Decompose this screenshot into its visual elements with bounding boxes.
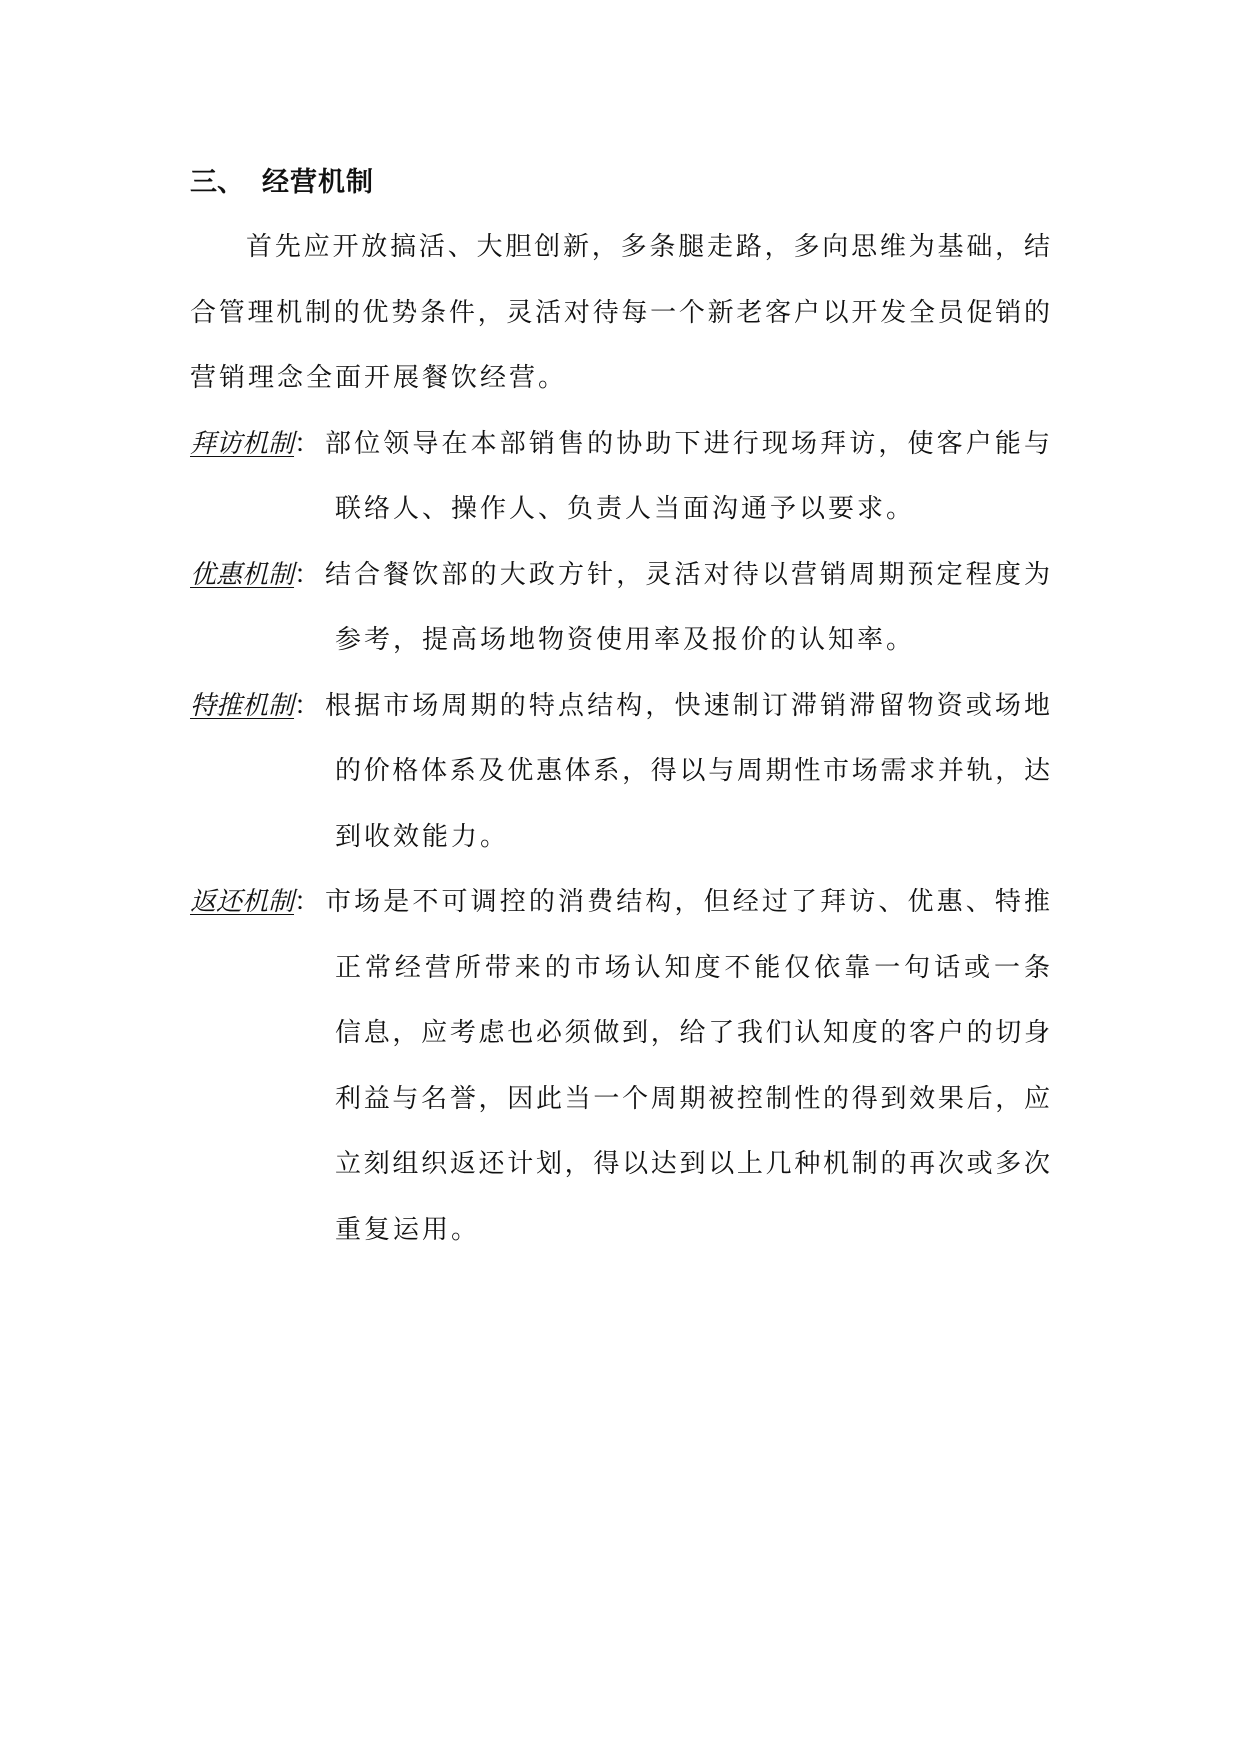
mechanism-line: 利益与名誉，因此当一个周期被控制性的得到效果后，应 [335,1083,1050,1114]
section-heading-number: 三、 [190,167,244,198]
mechanism-item [190,412,1050,478]
mechanism-line: 到收效能力。 [335,821,510,852]
mechanism-line: 参考，提高场地物资使用率及报价的认知率。 [335,625,916,655]
mechanism-line: 重复运用。 [335,1214,481,1245]
mechanism-line: 的价格体系及优惠体系，得以与周期性市场需求并轨，达 [335,756,1050,786]
mechanism-line: 信息，应考虑也必须做到，给了我们认知度的客户的切身 [335,1018,1050,1048]
mechanism-label: 特推机制 [190,690,295,721]
mechanism-label: 返还机制 [190,887,295,917]
mechanism-line: 立刻组织返还计划，得以达到以上几种机制的再次或多次 [335,1149,1050,1179]
mechanism-label-box [190,674,325,740]
mechanism-line: 联络人、操作人、负责人当面沟通予以要求。 [335,494,916,524]
intro-line: 首先应开放搞活、大胆创新，多条腿走路，多向思维为基础，结 [246,232,1050,262]
mechanism-line: 市场是不可调控的消费结构，但经过了拜访、优惠、特推 [325,887,1050,917]
mechanism-item [190,870,1050,936]
mechanism-colon: ： [294,428,321,459]
mechanism-label: 优惠机制 [190,559,295,590]
mechanism-line: 根据市场周期的特点结构，快速制订滞销滞留物资或场地 [325,690,1050,721]
mechanism-line: 结合餐饮部的大政方针，灵活对待以营销周期预定程度为 [325,559,1050,590]
mechanism-label-box [190,412,325,478]
mechanism-line: 正常经营所带来的市场认知度不能仅依靠一句话或一条 [335,952,1050,983]
mechanism-item [190,674,1050,740]
mechanism-colon: ： [294,887,321,917]
mechanism-label-box [190,870,325,936]
intro-line: 营销理念全面开展餐饮经营。 [190,363,568,393]
mechanism-item [190,543,1050,609]
mechanism-label: 拜访机制 [190,428,295,459]
section-heading-title: 经营机制 [262,167,374,198]
mechanism-label-box [190,543,325,609]
intro-line: 合管理机制的优势条件，灵活对待每一个新老客户以开发全员促销的 [190,297,1050,328]
mechanism-colon: ： [294,690,321,721]
mechanism-line: 部位领导在本部销售的协助下进行现场拜访，使客户能与 [325,428,1050,459]
section-body [190,215,1050,1263]
mechanism-colon: ： [294,559,321,590]
